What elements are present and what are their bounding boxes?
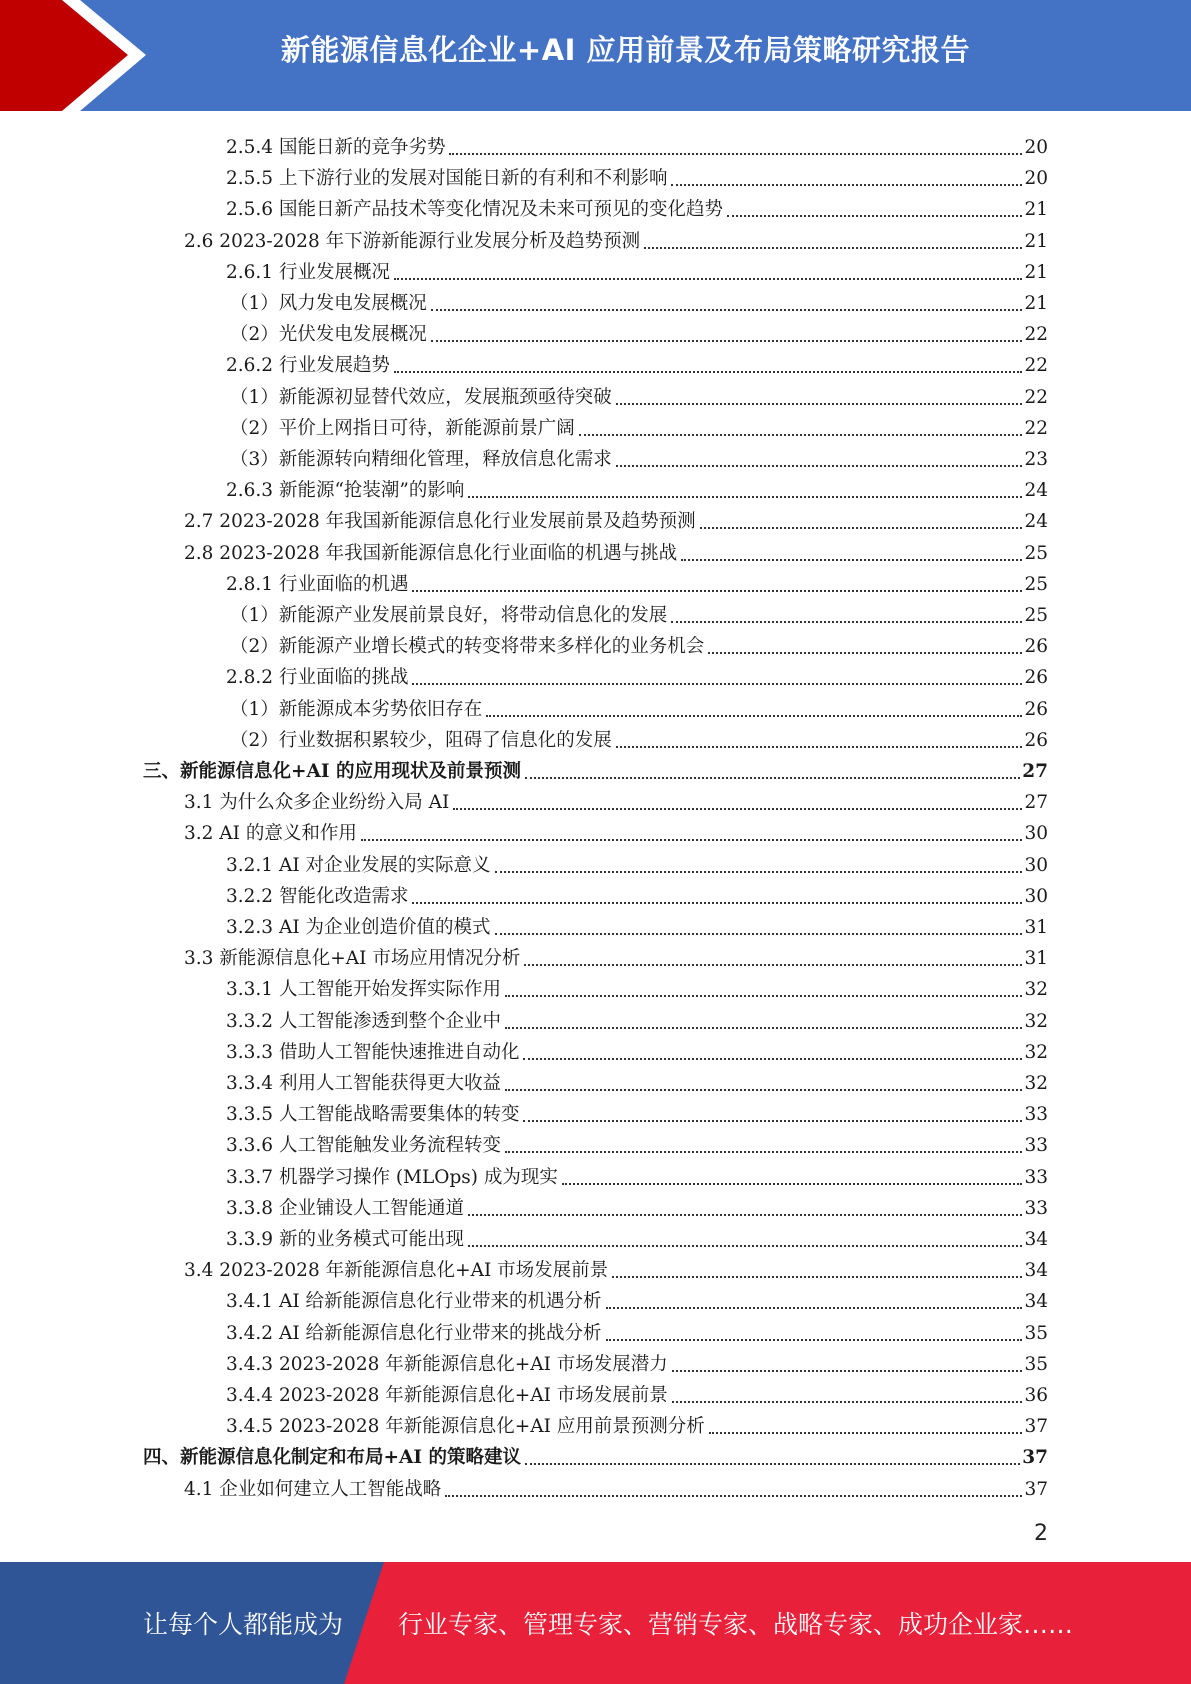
toc-entry-page: 31 [1024,917,1048,938]
toc-leader-dots [644,247,1022,249]
toc-entry[interactable] [226,190,1048,221]
toc-entry-page: 34 [1024,1291,1048,1313]
toc-leader-dots [700,527,1023,529]
toc-entry[interactable] [226,128,1048,159]
toc-entry[interactable] [226,1189,1048,1220]
toc-entry-title: 2.6.1 行业发展概况 [226,261,390,283]
toc-entry[interactable] [184,222,1048,253]
toc-leader-dots [606,1339,1023,1341]
toc-entry[interactable] [226,565,1048,596]
toc-entry[interactable] [143,1438,1048,1469]
toc-entry-page: 30 [1024,823,1048,845]
page-header [0,0,1191,111]
toc-entry-page: 32 [1024,1041,1048,1063]
toc-entry-title: 2.5.6 国能日新产品技术等变化情况及未来可预见的变化趋势 [226,199,723,221]
toc-entry[interactable] [230,596,1048,627]
toc-entry[interactable] [184,814,1048,845]
toc-entry-title: 2.6.2 行业发展趋势 [226,355,390,377]
toc-entry-page: 27 [1024,792,1048,814]
toc-entry-title: 3.4.4 2023-2028 年新能源信息化+AI 市场发展前景 [226,1385,668,1406]
toc-entry[interactable] [226,1095,1048,1126]
toc-entry-title: 3.3.3 借助人工智能快速推进自动化 [226,1041,520,1063]
toc-entry[interactable] [226,346,1048,377]
toc-entry-title: 3.3.7 机器学习操作 (MLOps) 成为现实 [226,1166,558,1188]
toc-entry[interactable] [226,1282,1048,1313]
toc-leader-dots [495,933,1023,935]
page-number: 2 [1034,1521,1048,1546]
toc-leader-dots [708,652,1022,654]
toc-entry-page: 26 [1024,698,1048,720]
footer-slogan-right: 行业专家、管理专家、营销专家、战略专家、成功企业家…… [398,1610,1074,1639]
toc-leader-dots [412,902,1022,904]
toc-entry-title: 3.2.2 智能化改造需求 [226,885,409,907]
toc-entry[interactable] [226,846,1048,877]
toc-entry-title: 3.3.8 企业铺设人工智能通道 [226,1197,464,1219]
toc-entry-title: （2）光伏发电发展概况 [230,324,427,346]
toc-entry-title: 3.3.2 人工智能渗透到整个企业中 [226,1010,501,1032]
toc-entry-page: 22 [1024,386,1048,408]
toc-leader-dots [616,403,1023,405]
toc-entry-title: 3.2.3 AI 为企业创造价值的模式 [226,917,491,938]
toc-entry-page: 27 [1022,761,1048,782]
toc-leader-dots [486,715,1022,717]
toc-entry[interactable] [226,1158,1048,1189]
toc-leader-dots [445,1495,1022,1497]
footer-slogan-left: 让每个人都能成为 [143,1610,344,1639]
toc-entry[interactable] [143,752,1048,783]
toc-entry-page: 33 [1024,1197,1048,1219]
toc-leader-dots [672,1370,1023,1372]
toc-leader-dots [468,1214,1022,1216]
toc-entry[interactable] [226,159,1048,190]
toc-leader-dots [505,1089,1022,1091]
toc-leader-dots [671,184,1022,186]
toc-entry-page: 37 [1022,1447,1048,1469]
toc-entry-title: 2.6 2023-2028 年下游新能源行业发展分析及趋势预测 [184,230,641,252]
toc-entry[interactable] [226,1064,1048,1095]
toc-entry-page: 33 [1024,1166,1048,1188]
toc-entry[interactable] [230,627,1048,658]
toc-leader-dots [562,1183,1023,1185]
toc-entry-title: 3.2.1 AI 对企业发展的实际意义 [226,854,491,876]
toc-entry-page: 22 [1024,324,1048,346]
toc-leader-dots [672,1401,1023,1403]
toc-entry[interactable] [230,690,1048,721]
page-footer [0,1562,1191,1684]
toc-entry[interactable] [226,1126,1048,1157]
toc-entry-title: 3.4.5 2023-2028 年新能源信息化+AI 应用前景预测分析 [226,1416,705,1438]
toc-entry-page: 26 [1024,667,1048,689]
toc-entry-title: （2）平价上网指日可待，新能源前景广阔 [230,417,575,439]
toc-entry-title: 3.1 为什么众多企业纷纷入局 AI [184,792,450,814]
toc-leader-dots [606,1307,1023,1309]
toc-entry-page: 34 [1024,1260,1048,1282]
toc-entry-page: 33 [1024,1135,1048,1157]
toc-entry-title: 三、新能源信息化+AI 的应用现状及前景预测 [143,761,521,782]
toc-leader-dots [431,309,1023,311]
toc-entry-title: （1）新能源产业发展前景良好，将带动信息化的发展 [230,605,668,626]
toc-leader-dots [727,215,1022,217]
toc-leader-dots [495,871,1023,873]
toc-entry[interactable] [226,1345,1048,1376]
toc-entry-page: 23 [1024,449,1048,470]
toc-entry[interactable] [226,658,1048,689]
toc-entry-title: 3.3.1 人工智能开始发挥实际作用 [226,979,501,1001]
toc-entry-title: 4.1 企业如何建立人工智能战略 [184,1478,442,1500]
toc-entry-title: 四、新能源信息化制定和布局+AI 的策略建议 [143,1447,521,1469]
toc-leader-dots [453,808,1022,810]
toc-leader-dots [412,683,1022,685]
toc-entry-title: 2.5.5 上下游行业的发展对国能日新的有利和不利影响 [226,168,668,190]
toc-leader-dots [616,465,1023,467]
toc-entry[interactable] [230,721,1048,752]
toc-entry-page: 21 [1024,230,1048,252]
toc-entry-page: 32 [1024,979,1048,1001]
toc-leader-dots [671,621,1022,623]
toc-entry[interactable] [226,1314,1048,1345]
toc-entry-page: 34 [1024,1229,1048,1250]
toc-entry-page: 35 [1024,1322,1048,1344]
toc-entry-page: 24 [1024,511,1048,533]
toc-entry-title: 3.3.4 利用人工智能获得更大收益 [226,1073,501,1094]
toc-leader-dots [505,1151,1022,1153]
toc-entry-page: 21 [1024,261,1048,283]
toc-leader-dots [579,434,1023,436]
toc-leader-dots [412,590,1022,592]
toc-entry[interactable] [230,409,1048,440]
toc-entry-page: 31 [1024,948,1048,970]
toc-entry[interactable] [184,939,1048,970]
toc-leader-dots [449,153,1022,155]
toc-entry-title: （2）行业数据积累较少，阻碍了信息化的发展 [230,729,612,751]
toc-leader-dots [523,1058,1022,1060]
toc-leader-dots [524,964,1022,966]
toc-entry-title: 2.7 2023-2028 年我国新能源信息化行业发展前景及趋势预测 [184,511,696,533]
toc-entry-page: 37 [1024,1478,1048,1500]
toc-leader-dots [612,1276,1022,1278]
toc-leader-dots [431,340,1023,342]
toc-entry-title: 3.3.6 人工智能触发业务流程转变 [226,1135,501,1157]
toc-entry-page: 22 [1024,355,1048,377]
toc-entry[interactable] [230,284,1048,315]
toc-entry-page: 25 [1024,605,1048,626]
toc-entry-title: （3）新能源转向精细化管理，释放信息化需求 [230,449,612,470]
toc-entry-title: （1）新能源初显替代效应，发展瓶颈亟待突破 [230,386,612,408]
report-title: 新能源信息化企业+AI 应用前景及布局策略研究报告 [280,33,971,67]
toc-entry[interactable] [226,1033,1048,1064]
toc-entry-title: 3.2 AI 的意义和作用 [184,823,357,845]
toc-leader-dots [505,1027,1022,1029]
toc-entry-title: 3.4.3 2023-2028 年新能源信息化+AI 市场发展潜力 [226,1353,668,1375]
toc-entry-page: 37 [1024,1416,1048,1438]
toc-entry-page: 26 [1024,729,1048,751]
toc-leader-dots [394,371,1022,373]
toc-entry-page: 30 [1024,854,1048,876]
toc-entry[interactable] [226,471,1048,502]
toc-entry-page: 33 [1024,1104,1048,1126]
toc-entry-page: 35 [1024,1353,1048,1375]
toc-entry-title: 3.3.5 人工智能战略需要集体的转变 [226,1104,520,1126]
toc-entry-title: 2.8.2 行业面临的挑战 [226,667,409,689]
toc-entry-page: 21 [1024,199,1048,221]
toc-entry-page: 36 [1024,1385,1048,1406]
toc-entry-title: 3.4.1 AI 给新能源信息化行业带来的机遇分析 [226,1291,602,1313]
toc-entry[interactable] [230,315,1048,346]
toc-leader-dots [361,839,1023,841]
toc-leader-dots [468,496,1022,498]
toc-leader-dots [681,559,1022,561]
toc-leader-dots [523,1120,1022,1122]
toc-entry-title: 3.4 2023-2028 年新能源信息化+AI 市场发展前景 [184,1260,609,1282]
toc-leader-dots [709,1432,1023,1434]
toc-entry-page: 26 [1024,636,1048,658]
toc-entry-title: （2）新能源产业增长模式的转变将带来多样化的业务机会 [230,636,705,658]
toc-entry[interactable] [226,1002,1048,1033]
toc-entry-title: （1）新能源成本劣势依旧存在 [230,698,483,720]
toc-entry-page: 20 [1024,168,1048,190]
toc-entry[interactable] [184,783,1048,814]
toc-entry-title: 2.6.3 新能源“抢装潮”的影响 [226,480,465,502]
toc-entry[interactable] [226,908,1048,939]
toc-entry-page: 30 [1024,885,1048,907]
toc-leader-dots [505,995,1022,997]
toc-entry[interactable] [226,1220,1048,1251]
toc-entry-page: 20 [1024,137,1048,158]
toc-leader-dots [616,746,1023,748]
toc-entry-title: 3.4.2 AI 给新能源信息化行业带来的挑战分析 [226,1322,602,1344]
toc-entry-page: 25 [1024,542,1048,564]
toc-entry-page: 22 [1024,417,1048,439]
toc-entry-title: 2.8 2023-2028 年我国新能源信息化行业面临的机遇与挑战 [184,542,678,564]
toc-entry[interactable] [230,378,1048,409]
toc-entry[interactable] [184,1470,1048,1501]
toc-entry[interactable] [226,1376,1048,1407]
toc-entry[interactable] [226,1407,1048,1438]
toc-entry-page: 21 [1024,293,1048,314]
toc-leader-dots [468,1245,1022,1247]
toc-leader-dots [525,777,1020,779]
toc-leader-dots [525,1463,1020,1465]
toc-entry-page: 24 [1024,480,1048,502]
toc-entry-page: 25 [1024,573,1048,595]
toc-entry-title: 3.3.9 新的业务模式可能出现 [226,1229,464,1250]
toc-entry[interactable] [184,502,1048,533]
toc-entry-title: （1）风力发电发展概况 [230,293,427,314]
toc-entry-title: 3.3 新能源信息化+AI 市场应用情况分析 [184,948,521,970]
toc-entry-title: 2.5.4 国能日新的竞争劣势 [226,137,446,158]
toc-entry[interactable] [184,1251,1048,1282]
toc-leader-dots [394,278,1022,280]
toc-entry[interactable] [230,440,1048,471]
toc-entry[interactable] [184,534,1048,565]
toc-entry[interactable] [226,970,1048,1001]
toc-entry-page: 32 [1024,1073,1048,1094]
toc-entry[interactable] [226,877,1048,908]
toc-entry[interactable] [226,253,1048,284]
toc-entry-title: 2.8.1 行业面临的机遇 [226,573,409,595]
toc-entry-page: 32 [1024,1010,1048,1032]
